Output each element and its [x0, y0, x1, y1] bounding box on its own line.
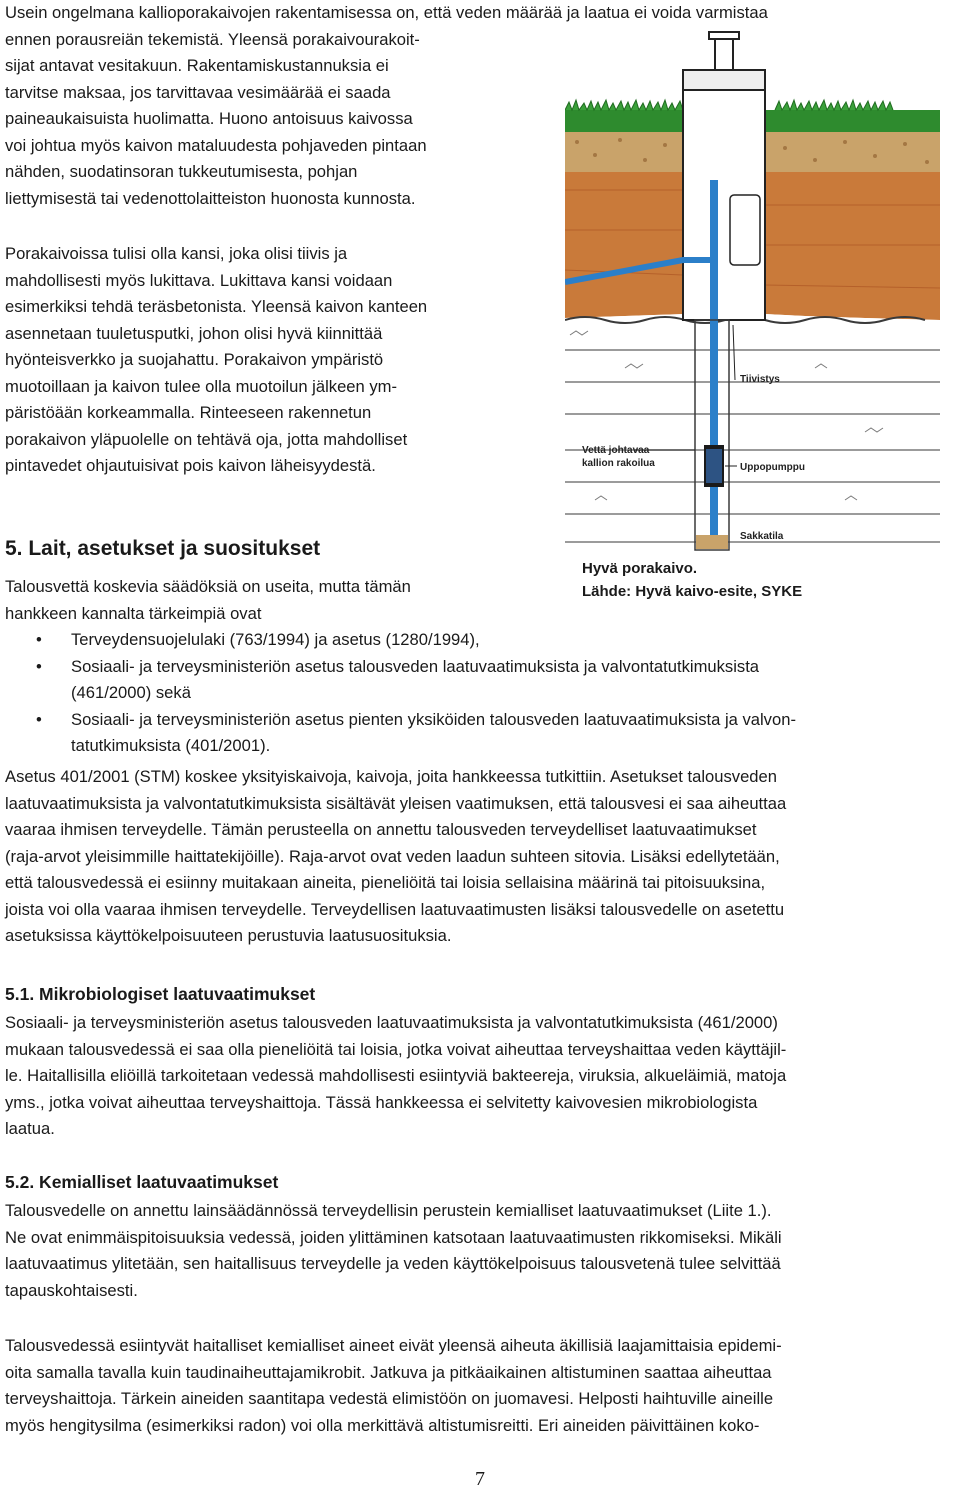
body-line: myös hengitysilma (esimerkiksi radon) voi olla merkittävä altistumisreitti. Eri aineiden päivittäinen koko- [5, 1415, 760, 1435]
sediment [696, 535, 728, 549]
cover-line: muotoillaan ja kaivon tulee olla muotoilun jälkeen ym- [5, 376, 398, 396]
seal-label: Tiivistys [740, 374, 780, 385]
body-line: (raja-arvot yleisimmille haittatekijöille). Raja-arvot ovat veden laadun suhteen sitovia. Lisäksi edellytetään, [5, 846, 780, 866]
bullet-icon: • [36, 709, 42, 729]
pump-label: Uppopumppu [740, 462, 805, 473]
body-line: laatuvaatimuksista ja valvontatutkimuksista sisältävät yleisen vaatimuksen, että talousvesi ei saa aiheuttaa [5, 793, 787, 813]
figure-caption: Hyvä porakaivo. [582, 560, 698, 577]
body-line: mukaan talousvedessä ei saa olla pieneliöitä tai loisia, jotka voivat aiheuttaa terveyshaittaa veden käyttäjil- [5, 1039, 787, 1059]
section-5-intro-line: Talousvettä koskevia säädöksiä on useita, mutta tämän [5, 577, 411, 596]
cover-line: päristöään korkeammalla. Rinteeseen rakennetun [5, 403, 372, 422]
body-line: laatua. [5, 1119, 55, 1138]
body-line: le. Haitallisilla eliöillä tarkoitetaan vedessä mahdollisesti esiintyviä bakteereja, viruksia, alkueläimiä, matoja [5, 1066, 787, 1085]
pressure-tank [730, 195, 760, 265]
body-line: vaaraa ihmisen terveydelle. Tämän perusteella on annettu talousveden terveydelliset laatuvaatimukset [5, 820, 757, 839]
body-line: terveyshaittoja. Tärkein aineiden saantitapa vedestä elimistöön on juomavesi. Helposti haihtuville aineille [5, 1389, 774, 1408]
law-list [0, 627, 950, 760]
body-line: Ne ovat enimmäispitoisuuksia vedessä, joiden ylittäminen katsotaan laatuvaatimusten rikkomiseksi. Mikäli [5, 1227, 782, 1247]
intro-line: tarvitse maksaa, jos tarvittavaa vesimäärää ei saada [5, 82, 391, 102]
list-item [0, 654, 950, 707]
intro-line: Usein ongelmana kallioporakaivojen rakentamisessa on, että veden määrää ja laatua ei voida varmistaa [5, 3, 768, 22]
section-5-1-heading: 5.1. Mikrobiologiset laatuvaatimukset [5, 984, 316, 1004]
cover-line: asennetaan tuuletusputki, johon olisi hyvä kiinnittää [5, 323, 383, 343]
cover-line: mahdollisesti myös lukittava. Lukittava kansi voidaan [5, 270, 393, 290]
figure-source: Lähde: Hyvä kaivo-esite, SYKE [582, 583, 803, 600]
list-item-text: Sosiaali- ja terveysministeriön asetus pienten yksiköiden talousveden laatuvaatimuksista ja valvon- [71, 709, 796, 729]
list-item-text: (461/2000) sekä [71, 683, 191, 702]
body-line: Asetus 401/2001 (STM) koskee yksityiskaivoja, kaivoja, joita hankkeessa tutkittiin. Asetukset talousveden [5, 767, 777, 786]
bullet-icon: • [36, 656, 42, 676]
body-line: joista voi olla vaaraa ihmisen terveydelle. Terveydellisen laatuvaatimusten lisäksi talousvedelle on asetettu [5, 899, 785, 919]
sediment-label: Sakkatila [740, 531, 784, 542]
list-item-text: Terveydensuojelulaki (763/1994) ja asetus (1280/1994), [71, 630, 480, 649]
intro-line: paineaukaisuista huolimatta. Huono antoisuus kaivossa [5, 109, 413, 128]
list-item-text: Sosiaali- ja terveysministeriön asetus talousveden laatuvaatimuksista ja valvontatutkimuksista [71, 656, 760, 676]
intro-line: liettymisestä tai vedenottolaitteiston huonosta kunnosta. [5, 188, 416, 208]
page-number: 7 [475, 1468, 485, 1490]
fracture-label-2: kallion rakoilua [582, 458, 655, 469]
list-item [0, 627, 950, 654]
intro-line: voi johtua myös kaivon mataluudesta pohjaveden pintaan [5, 135, 427, 155]
cover-line: hyönteisverkko ja suojahattu. Porakaivon ympäristö [5, 350, 384, 369]
gravel-right [765, 132, 940, 172]
body-line: että talousvedessä ei esiinny muitakaan aineita, pieneliöitä tai loisia sellaisina määrinä tai pitoisuuksina, [5, 873, 766, 892]
cover-line: porakaivon yläpuolelle on tehtävä oja, jotta mahdolliset [5, 429, 408, 449]
cover-line: esimerkiksi tehdä teräsbetonista. Yleensä kaivon kanteen [5, 297, 428, 316]
intro-line: sijat antavat vesitakuun. Rakentamiskustannuksia ei [5, 56, 389, 75]
section-5-heading: 5. Lait, asetukset ja suositukset [5, 537, 321, 560]
cover-line: pintavedet ohjautuisivat pois kaivon läheisyydestä. [5, 456, 376, 475]
fracture-label-1: Vettä johtavaa [582, 445, 650, 456]
body-line: laatuvaatimus ylitetään, sen haitallisuus terveydelle ja veden käyttökelpoisuus talousvetenä tulee selvittää [5, 1254, 781, 1273]
section-5-2-heading: 5.2. Kemialliset laatuvaatimukset [5, 1172, 279, 1192]
list-item [0, 707, 950, 760]
body-line: Sosiaali- ja terveysministeriön asetus talousveden laatuvaatimuksista ja valvontatutkimuksista (461/2000) [5, 1013, 778, 1032]
body-line: oita samalla tavalla kuin taudinaiheuttajamikrobit. Jatkuva ja pitkäaikainen altistuminen saattaa aiheuttaa [5, 1362, 772, 1382]
well-illustration [565, 30, 940, 560]
list-item-text: tatutkimuksista (401/2001). [71, 736, 271, 755]
body-line: Talousvedessä esiintyvät haitalliset kemialliset aineet eivät yleensä aiheuta äkillisiä laajamittaisia epidemi- [5, 1336, 782, 1355]
body-line: asetuksissa käyttökelpoisuuteen perustuvia laatusuosituksia. [5, 926, 452, 945]
section-5-intro-line: hankkeen kannalta tärkeimpiä ovat [5, 603, 262, 623]
bullet-icon: • [36, 630, 42, 649]
body-line: yms., jotka voivat aiheuttaa terveyshaittoja. Tässä hankkeessa ei selvitetty kaivovesien mikrobiologista [5, 1092, 758, 1112]
gravel-left [565, 132, 683, 172]
intro-line: nähden, suodatinsoran tukkeutumisesta, pohjan [5, 162, 358, 181]
intro-line: ennen porausreiän tekemistä. Yleensä porakaivourakoit- [5, 29, 420, 49]
cover-line: Porakaivoissa tulisi olla kansi, joka olisi tiivis ja [5, 244, 348, 263]
bedrock-layer [565, 314, 940, 560]
body-line: Talousvedelle on annettu lainsäädännössä terveydellisin perustein kemialliset laatuvaatimukset (Liite 1.). [5, 1201, 772, 1220]
body-line: tapauskohtaisesti. [5, 1280, 138, 1300]
vent-pipe [715, 35, 733, 70]
